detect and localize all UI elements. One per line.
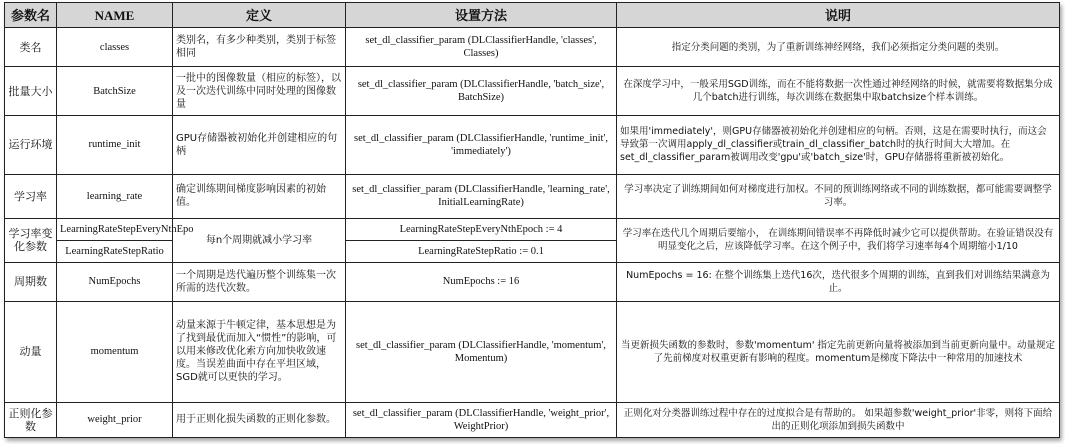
parameter-table-container [4,2,1059,438]
table-row [5,302,1060,403]
name-cell: weight_prior [57,402,173,437]
description-cell: 在深度学习中，一般采用SGD训练，而在不能将数据一次性通过神经网络的时候，就需要将数据集分成几个batch进行训练，每次训练在数据集中取batchsize个样本训练。 [617,67,1060,115]
name-cell: momentum [57,302,173,403]
table-row [5,402,1060,437]
method-cell: set_dl_classifier_param (DLClassifierHandle, 'momentum', Momentum) [346,302,617,403]
definition-cell: 一个周期是迭代遍历整个训练集一次所需的迭代次数。 [173,262,346,301]
param-cell: 正则化参数 [5,402,57,437]
name-cell: LearningRateStepEveryNthEpo [57,218,173,240]
description-cell: 如果用'immediately'，则GPU存储器被初始化并创建相应的句柄。否则，这是在需要时执行，而这会导致第一次调用apply_dl_classifier或train_dl_classifier_batch时的执行时间大大增加。在set_dl_classifier_param被调用改变'gpu'或'batch_size'时，GPU存储器将重新被初始化。 [617,115,1060,174]
method-cell: set_dl_classifier_param (DLClassifierHandle, 'learning_rate', InitialLearningRate) [346,174,617,218]
method-cell: set_dl_classifier_param (DLClassifierHandle, 'batch_size', BatchSize) [346,67,617,115]
name-cell: LearningRateStepRatio [57,240,173,262]
definition-cell: 类别名，有多少种类别，类别于标签相同 [173,28,346,67]
name-cell: runtime_init [57,115,173,174]
name-cell: classes [57,28,173,67]
definition-cell: 动量来源于牛顿定律，基本思想是为了找到最优而加入“惯性”的影响，可以用来修改优化索方向加快收敛速度。当误差曲面中存在平坦区域，SGD就可以更快的学习。 [173,302,346,403]
table-row [5,28,1060,67]
definition-cell: 一批中的图像数量（相应的标签），以及一次迭代训练中同时处理的图像数量 [173,67,346,115]
param-cell: 运行环境 [5,115,57,174]
header-row [5,3,1060,28]
definition-cell: 用于正则化损失函数的正则化参数。 [173,402,346,437]
description-cell: 指定分类问题的类别，为了重新训练神经网络，我们必须指定分类问题的类别。 [617,28,1060,67]
method-cell: set_dl_classifier_param (DLClassifierHandle, 'classes', Classes) [346,28,617,67]
description-cell: 学习率决定了训练期间如何对梯度进行加权。不同的预训练网络或不同的训练数据，都可能需要调整学习率。 [617,174,1060,218]
description-cell: NumEpochs = 16: 在整个训练集上迭代16次，迭代很多个周期的训练，直到我们对训练结果满意为止。 [617,262,1060,301]
name-cell: BatchSize [57,67,173,115]
header-description: 说明 [617,3,1060,28]
table-row [5,218,1060,240]
param-cell: 学习率 [5,174,57,218]
definition-cell: 确定训练期间梯度影响因素的初始值。 [173,174,346,218]
definition-cell: GPU存储器被初始化并创建相应的句柄 [173,115,346,174]
method-cell: NumEpochs := 16 [346,262,617,301]
param-cell: 学习率变化参数 [5,218,57,262]
param-cell: 周期数 [5,262,57,301]
method-cell: LearningRateStepRatio := 0.1 [346,240,617,262]
parameter-table [4,2,1060,438]
header-name: NAME [57,3,173,28]
method-cell: set_dl_classifier_param (DLClassifierHandle, 'runtime_init', 'immediately') [346,115,617,174]
name-cell: NumEpochs [57,262,173,301]
definition-cell: 每n个周期就减小学习率 [173,218,346,262]
table-row [5,115,1060,174]
table-row [5,174,1060,218]
description-cell: 正则化对分类器训练过程中存在的过度拟合是有帮助的。 如果超参数'weight_prior'非零，则将下面给出的正则化项添加到损失函数中 [617,402,1060,437]
table-row [5,262,1060,301]
header-param: 参数名 [5,3,57,28]
header-definition: 定义 [173,3,346,28]
param-cell: 动量 [5,302,57,403]
description-cell: 当更新损失函数的参数时，参数'momentum' 指定先前更新向量将被添加到当前更新向量中。动量规定了先前梯度对权重更新有影响的程度。momentum是梯度下降法中一种常用的加速技术 [617,302,1060,403]
description-cell: 学习率在迭代几个周期后要缩小， 在训练期间错误率不再降低时减少它可以提供帮助。在验证错误没有明显变化之后，应该降低学习率。在这个例子中，我们将学习速率每4个周期缩小1/10 [617,218,1060,262]
method-cell: LearningRateStepEveryNthEpoch := 4 [346,218,617,240]
param-cell: 类名 [5,28,57,67]
name-cell: learning_rate [57,174,173,218]
param-cell: 批量大小 [5,67,57,115]
table-row [5,67,1060,115]
header-method: 设置方法 [346,3,617,28]
method-cell: set_dl_classifier_param (DLClassifierHandle, 'weight_prior', WeightPrior) [346,402,617,437]
